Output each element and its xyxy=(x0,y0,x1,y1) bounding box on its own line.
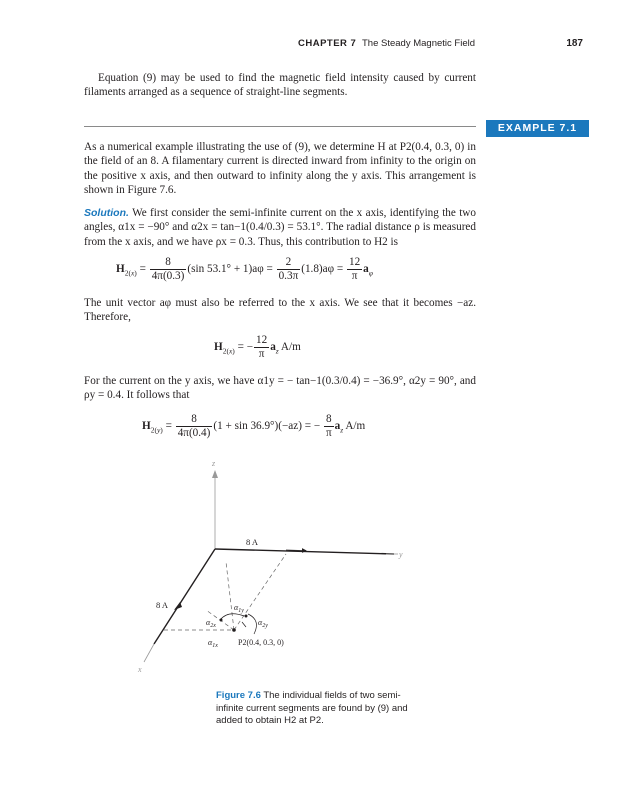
eq1-frac3: $\frac{12}{\pi}$ xyxy=(348,256,361,282)
current-y-paragraph: For the current on the y axis, we have α1y = − tan−1(0.3/0.4) = −36.9°, α2y = 90°, and ρy = 0.4. It follows that xyxy=(84,375,476,402)
eq1-middle2: (1.8)aφ = xyxy=(301,263,344,276)
page-number: 187 xyxy=(566,38,583,49)
eq3-frac2: $\frac{8}{\pi}$ xyxy=(325,413,332,439)
alpha-1y-label: $\alpha_{1y}$ xyxy=(234,603,244,614)
chapter-title: The Steady Magnetic Field xyxy=(362,38,476,49)
eq1-lhs: H xyxy=(116,263,125,276)
eq2-unit: A/m xyxy=(280,341,301,354)
y-axis-line xyxy=(215,549,394,554)
y-axis-label: y xyxy=(399,550,403,559)
alpha-arc-3 xyxy=(242,622,246,627)
eq2-frac: $\frac{12}{\pi}$ xyxy=(256,334,268,360)
figure-caption xyxy=(216,690,416,728)
alpha-2y-label: $\alpha_{2y}$ xyxy=(258,618,268,629)
eq1-middle: (sin 53.1° + 1)aφ = xyxy=(187,263,273,276)
example-tab: EXAMPLE 7.1 xyxy=(486,120,589,137)
intro-paragraph: Equation (9) may be used to find the magnetic field intensity caused by current filaments arranged as a sequence of straight-line segments. xyxy=(84,72,476,99)
eq3-frac1: $\frac{8}{4\pi(0.4)}$ xyxy=(177,413,211,439)
equation-h2y: $H_{2(y)}$ = $\frac{8}{4\pi(0.4)}$ (1 + sin 36.9°)(−az) = − $\frac{8}{\pi}$ $a_z$ A/m xyxy=(142,413,366,439)
running-header xyxy=(0,38,627,52)
figure-caption-text: The individual fields of two semi-infinite current segments are found by (9) and added to obtain H2 at P2. xyxy=(216,690,408,726)
point-p2 xyxy=(232,628,236,632)
solution-label: Solution. xyxy=(84,207,129,219)
z-axis-label: z xyxy=(212,462,216,468)
chapter-label: CHAPTER 7 xyxy=(298,38,357,49)
dashed-guide-3 xyxy=(226,562,234,630)
eq1-frac2: $\frac{2}{0.3\pi}$ xyxy=(278,256,299,282)
equation-h2x-final: $H_{2(x)}$ = − $\frac{12}{\pi}$ $a_z$ A/m xyxy=(214,334,301,360)
current-label-top: 8 A xyxy=(246,537,259,547)
z-axis-arrow-icon xyxy=(212,470,218,478)
solution-text: We first consider the semi-infinite current on the x axis, identifying the two angles, α1x = −90° and α2x = tan−1(0.4/0.3) = 53.1°. The radial distance ρ is measured from the x axis, and we have ρx = 0.3. Thus, this contribution to H2 is xyxy=(84,207,476,248)
point-p2-label: P2(0.4, 0.3, 0) xyxy=(238,638,284,647)
eq3-unit: A/m xyxy=(345,420,366,433)
angle-point-1 xyxy=(245,615,248,618)
unit-vector-paragraph: The unit vector aφ must also be referred to the x axis. We see that it becomes −az. Therefore, xyxy=(84,297,476,324)
equation-h2x: $H_{2(x)}$ = $\frac{8}{4\pi(0.3)}$ (sin 53.1° + 1)aφ = $\frac{2}{0.3\pi}$ (1.8)aφ = $\frac{12}{\pi}$ $a_\varphi$ xyxy=(116,256,373,282)
example-divider xyxy=(84,126,476,127)
solution-paragraph xyxy=(84,206,476,249)
x-axis-label: x xyxy=(138,665,142,674)
alpha-1x-label: $\alpha_{1x}$ xyxy=(208,638,218,649)
x-axis-ext xyxy=(144,644,154,662)
eq1-frac1: $\frac{8}{4\pi(0.3)}$ xyxy=(151,256,185,282)
alpha-2x-label: $\alpha_{2x}$ xyxy=(206,618,216,629)
current-label-left: 8 A xyxy=(156,600,169,610)
x-axis-line xyxy=(154,549,215,644)
example-paragraph: As a numerical example illustrating the use of (9), we determine H at P2(0.4, 0.3, 0) in the field of an 8. A filamentary current is directed inward from infinity to the origin on the positive x axis, and then outward to infinity along the y axis. This arrangement is shown in Figure 7.6. xyxy=(84,141,476,197)
figure-7-6-diagram xyxy=(136,462,426,682)
figure-caption-label: Figure 7.6 xyxy=(216,690,261,701)
eq3-middle: (1 + sin 36.9°)(−az) = − xyxy=(213,420,321,433)
alpha-arc-1 xyxy=(248,614,256,634)
